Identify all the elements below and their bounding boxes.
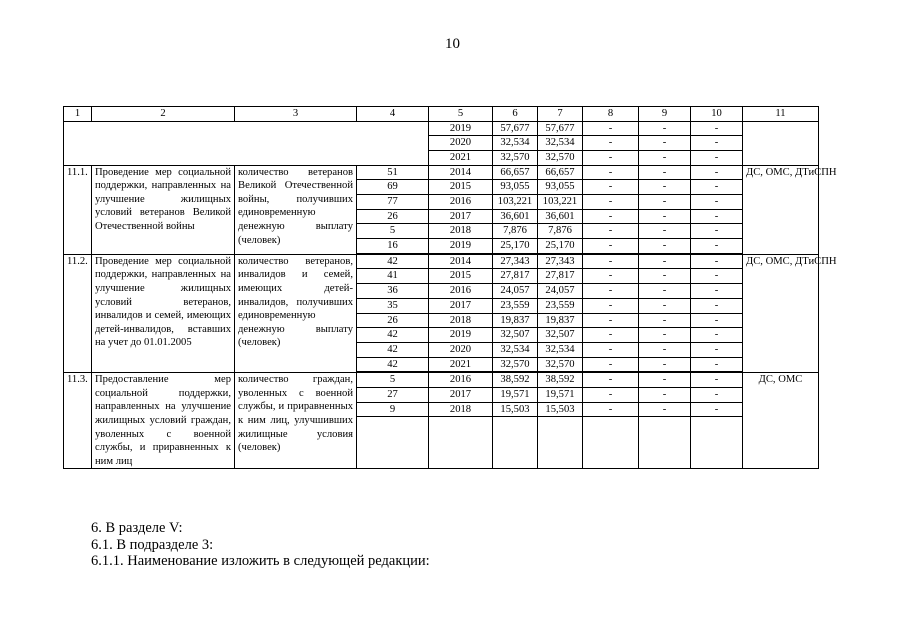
value-cell: - xyxy=(691,121,743,136)
blank-cell xyxy=(691,417,743,469)
header-cell: 6 xyxy=(493,107,538,122)
value-cell: 2017 xyxy=(429,298,493,313)
value-cell: 32,507 xyxy=(538,328,583,343)
value-cell: 2020 xyxy=(429,136,493,151)
value-cell: 27,817 xyxy=(493,269,538,284)
value-cell: 19,571 xyxy=(538,387,583,402)
value-cell: - xyxy=(583,136,639,151)
value-cell: 66,657 xyxy=(538,165,583,180)
value-cell: 2018 xyxy=(429,224,493,239)
value-cell: 9 xyxy=(357,402,429,417)
value-cell: - xyxy=(639,195,691,210)
measure-name: Предоставление мер социальной поддержки, направленных на улучшение жилищных условий граждан, уволенных с военной службы, и приравненных к ним лиц xyxy=(92,373,235,469)
value-cell: - xyxy=(691,209,743,224)
blank-cell xyxy=(639,417,691,469)
value-cell: 93,055 xyxy=(538,180,583,195)
value-cell: 32,534 xyxy=(493,342,538,357)
value-cell: 2021 xyxy=(429,357,493,372)
value-cell: - xyxy=(691,239,743,254)
value-cell: - xyxy=(583,165,639,180)
value-cell: - xyxy=(639,284,691,299)
value-cell: 2018 xyxy=(429,313,493,328)
value-cell: 19,571 xyxy=(493,387,538,402)
value-cell: - xyxy=(639,150,691,165)
value-cell: - xyxy=(691,254,743,269)
value-cell: - xyxy=(583,373,639,388)
value-cell: 69 xyxy=(357,180,429,195)
value-cell: 2019 xyxy=(429,328,493,343)
value-cell: - xyxy=(583,150,639,165)
value-cell: 66,657 xyxy=(493,165,538,180)
value-cell: 103,221 xyxy=(493,195,538,210)
value-cell: 103,221 xyxy=(538,195,583,210)
value-cell: - xyxy=(639,387,691,402)
measure-number: 11.1. xyxy=(64,165,92,254)
value-cell: 35 xyxy=(357,298,429,313)
value-cell: 57,677 xyxy=(493,121,538,136)
value-cell: 5 xyxy=(357,373,429,388)
value-cell: 32,570 xyxy=(538,150,583,165)
value-cell: 2016 xyxy=(429,195,493,210)
measure-name: Проведение мер социальной поддержки, направленных на улучшение жилищных условий ветеранов Великой Отечественной войны xyxy=(92,165,235,254)
value-cell: 15,503 xyxy=(538,402,583,417)
value-cell: 2014 xyxy=(429,165,493,180)
value-cell: - xyxy=(639,239,691,254)
section-line: 6.1. В подразделе 3: xyxy=(91,536,214,553)
value-cell: - xyxy=(639,136,691,151)
value-cell: 32,570 xyxy=(493,357,538,372)
table-row xyxy=(64,165,819,180)
value-cell: 15,503 xyxy=(493,402,538,417)
executors-cell: ДС, ОМС, ДТиСПН xyxy=(743,254,819,373)
value-cell: - xyxy=(691,284,743,299)
value-cell: - xyxy=(639,269,691,284)
value-cell: 24,057 xyxy=(538,284,583,299)
value-cell: - xyxy=(639,165,691,180)
value-cell: - xyxy=(639,121,691,136)
header-cell: 2 xyxy=(92,107,235,122)
value-cell: 38,592 xyxy=(538,373,583,388)
value-cell: - xyxy=(639,402,691,417)
value-cell: - xyxy=(583,387,639,402)
value-cell: 25,170 xyxy=(538,239,583,254)
value-cell: - xyxy=(691,195,743,210)
header-cell: 4 xyxy=(357,107,429,122)
value-cell: 38,592 xyxy=(493,373,538,388)
table-header-row xyxy=(64,107,819,122)
measure-number: 11.2. xyxy=(64,254,92,373)
value-cell: - xyxy=(583,269,639,284)
value-cell: 36,601 xyxy=(493,209,538,224)
header-cell: 11 xyxy=(743,107,819,122)
value-cell: 36,601 xyxy=(538,209,583,224)
value-cell: - xyxy=(691,136,743,151)
value-cell: - xyxy=(583,298,639,313)
header-cell: 8 xyxy=(583,107,639,122)
value-cell: - xyxy=(639,209,691,224)
section-line: 6. В разделе V: xyxy=(91,520,183,536)
value-cell: 2019 xyxy=(429,121,493,136)
value-cell: 23,559 xyxy=(493,298,538,313)
blank-cell xyxy=(64,121,429,165)
measure-indicator: количество ветеранов Великой Отечественной войны, получивших единовременную денежную выплату (человек) xyxy=(235,165,357,254)
executors-cell: ДС, ОМС, ДТиСПН xyxy=(743,165,819,254)
value-cell: 57,677 xyxy=(538,121,583,136)
value-cell: 2015 xyxy=(429,180,493,195)
value-cell: - xyxy=(583,239,639,254)
value-cell: 42 xyxy=(357,328,429,343)
value-cell: 32,534 xyxy=(493,136,538,151)
value-cell: - xyxy=(639,313,691,328)
value-cell: - xyxy=(583,254,639,269)
value-cell: - xyxy=(583,342,639,357)
value-cell: 26 xyxy=(357,313,429,328)
sections-text xyxy=(91,520,430,570)
value-cell: 2016 xyxy=(429,373,493,388)
page-number: 10 xyxy=(445,36,460,52)
value-cell: 27,343 xyxy=(493,254,538,269)
value-cell: 42 xyxy=(357,357,429,372)
value-cell: 19,837 xyxy=(538,313,583,328)
value-cell: - xyxy=(583,224,639,239)
value-cell: - xyxy=(691,150,743,165)
header-cell: 9 xyxy=(639,107,691,122)
value-cell: 7,876 xyxy=(493,224,538,239)
value-cell: - xyxy=(583,284,639,299)
value-cell: 24,057 xyxy=(493,284,538,299)
value-cell: - xyxy=(583,209,639,224)
value-cell: - xyxy=(691,165,743,180)
value-cell: - xyxy=(639,357,691,372)
value-cell: - xyxy=(691,402,743,417)
value-cell: 2014 xyxy=(429,254,493,269)
value-cell: - xyxy=(639,328,691,343)
blank-cell xyxy=(493,417,538,469)
header-cell: 1 xyxy=(64,107,92,122)
value-cell: - xyxy=(639,298,691,313)
value-cell: 2018 xyxy=(429,402,493,417)
value-cell: 32,570 xyxy=(538,357,583,372)
value-cell: - xyxy=(691,357,743,372)
value-cell: 32,534 xyxy=(538,136,583,151)
value-cell: 2015 xyxy=(429,269,493,284)
value-cell: 2017 xyxy=(429,387,493,402)
value-cell: 32,570 xyxy=(493,150,538,165)
value-cell: 26 xyxy=(357,209,429,224)
value-cell: - xyxy=(583,180,639,195)
value-cell: - xyxy=(583,402,639,417)
value-cell: 51 xyxy=(357,165,429,180)
value-cell: - xyxy=(691,342,743,357)
table-row xyxy=(64,254,819,269)
value-cell: - xyxy=(691,224,743,239)
measure-name: Проведение мер социальной поддержки, направленных на улучшение жилищных условий ветеранов, инвалидов и семей, имеющих детей-инвалидов, вставших на учет до 01.01.2005 xyxy=(92,254,235,373)
value-cell: 93,055 xyxy=(493,180,538,195)
table-row xyxy=(64,121,819,136)
value-cell: 41 xyxy=(357,269,429,284)
table-row xyxy=(64,373,819,388)
value-cell: - xyxy=(639,180,691,195)
header-cell: 3 xyxy=(235,107,357,122)
value-cell: 19,837 xyxy=(493,313,538,328)
value-cell: 16 xyxy=(357,239,429,254)
value-cell: - xyxy=(691,180,743,195)
value-cell: 27,817 xyxy=(538,269,583,284)
value-cell: - xyxy=(691,328,743,343)
value-cell: - xyxy=(639,254,691,269)
value-cell: 2020 xyxy=(429,342,493,357)
value-cell: - xyxy=(639,224,691,239)
header-cell: 10 xyxy=(691,107,743,122)
value-cell: 2017 xyxy=(429,209,493,224)
value-cell: - xyxy=(691,373,743,388)
value-cell: - xyxy=(639,342,691,357)
value-cell: - xyxy=(691,387,743,402)
value-cell: 42 xyxy=(357,254,429,269)
value-cell: 32,534 xyxy=(538,342,583,357)
blank-cell xyxy=(357,417,429,469)
value-cell: - xyxy=(583,357,639,372)
value-cell: 2016 xyxy=(429,284,493,299)
value-cell: - xyxy=(583,313,639,328)
value-cell: - xyxy=(691,313,743,328)
blank-cell xyxy=(538,417,583,469)
value-cell: - xyxy=(691,269,743,284)
value-cell: 36 xyxy=(357,284,429,299)
section-line: 6.1.1. Наименование изложить в следующей редакции: xyxy=(91,553,430,570)
value-cell: - xyxy=(583,121,639,136)
value-cell: 77 xyxy=(357,195,429,210)
header-cell: 5 xyxy=(429,107,493,122)
measure-number: 11.3. xyxy=(64,373,92,469)
blank-cell xyxy=(743,121,819,165)
value-cell: 7,876 xyxy=(538,224,583,239)
value-cell: - xyxy=(639,373,691,388)
blank-cell xyxy=(583,417,639,469)
header-cell: 7 xyxy=(538,107,583,122)
value-cell: 32,507 xyxy=(493,328,538,343)
value-cell: 23,559 xyxy=(538,298,583,313)
value-cell: 42 xyxy=(357,342,429,357)
value-cell: 27 xyxy=(357,387,429,402)
executors-cell: ДС, ОМС xyxy=(743,373,819,469)
measure-indicator: количество граждан, уволенных с военной службы, и приравненных к ним лиц, улучшивших жилищные условия (человек) xyxy=(235,373,357,469)
value-cell: 2019 xyxy=(429,239,493,254)
measure-indicator: количество ветеранов, инвалидов и семей, имеющих детей-инвалидов, получивших единовременную денежную выплату (человек) xyxy=(235,254,357,373)
value-cell: 2021 xyxy=(429,150,493,165)
value-cell: - xyxy=(583,328,639,343)
value-cell: - xyxy=(691,298,743,313)
value-cell: - xyxy=(583,195,639,210)
value-cell: 27,343 xyxy=(538,254,583,269)
value-cell: 5 xyxy=(357,224,429,239)
measures-table xyxy=(63,106,837,469)
value-cell: 25,170 xyxy=(493,239,538,254)
blank-cell xyxy=(429,417,493,469)
